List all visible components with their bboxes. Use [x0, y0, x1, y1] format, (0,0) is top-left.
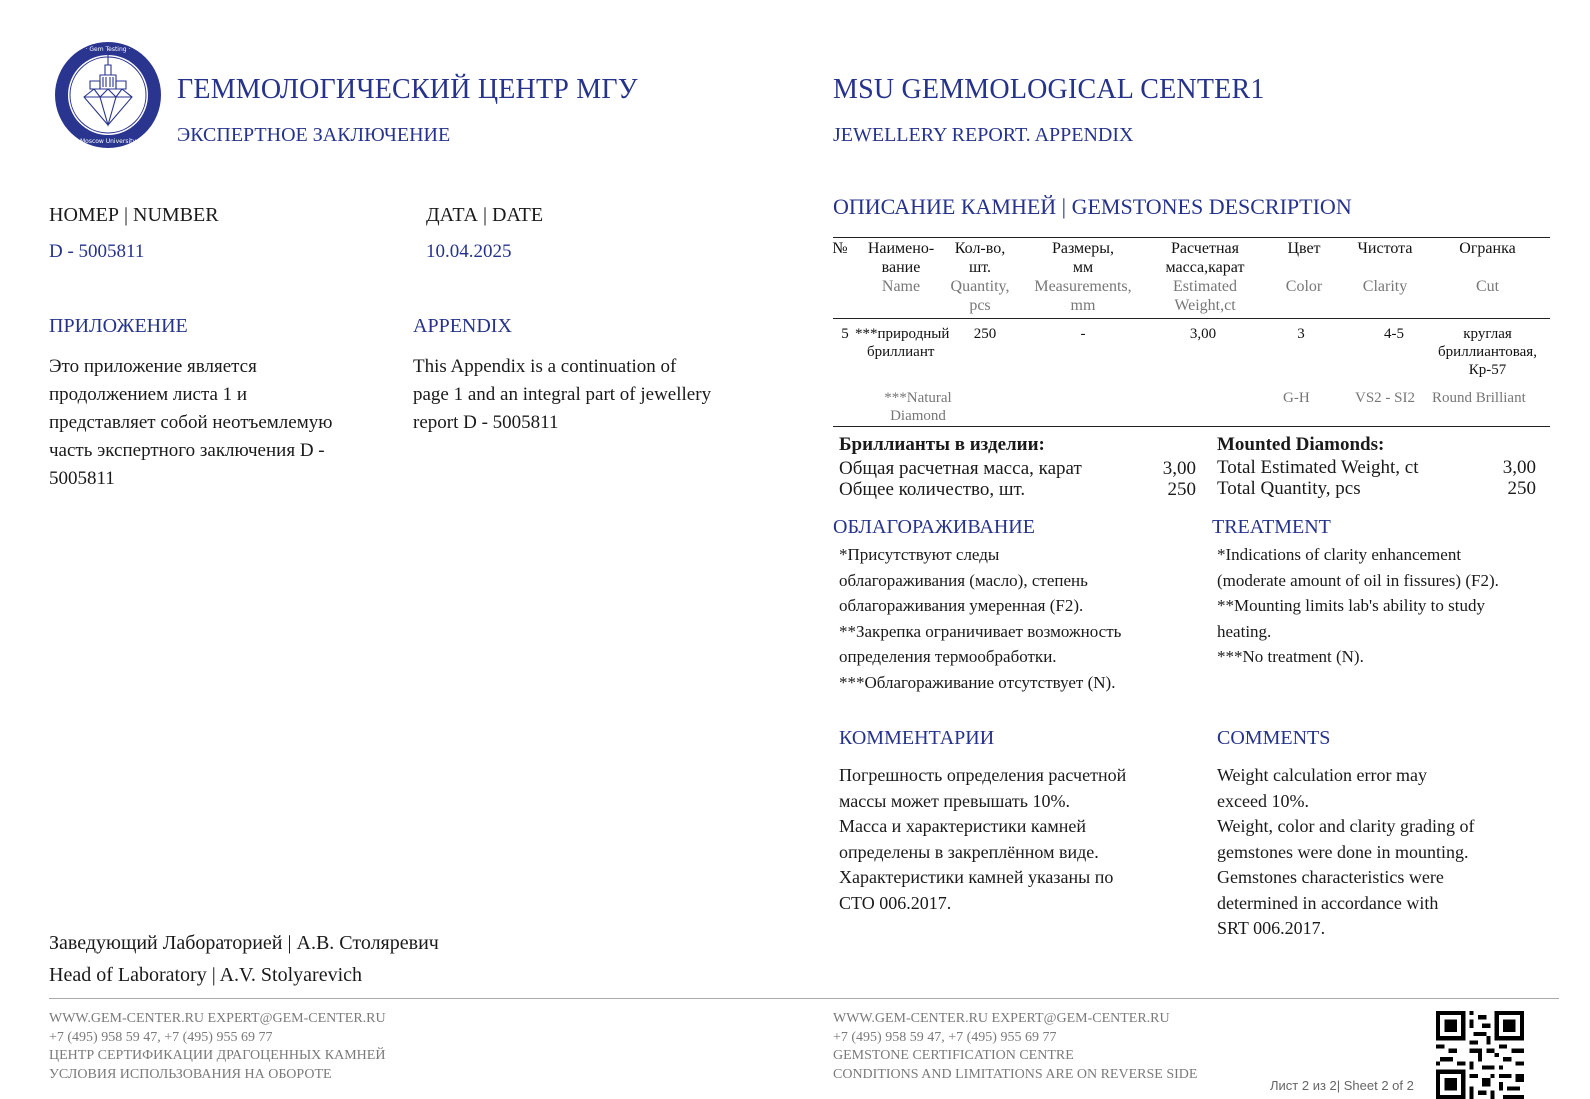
footer-left: WWW.GEM-CENTER.RU EXPERT@GEM-CENTER.RU +7 (495) 958 59 47, +7 (495) 955 69 77 ЦЕНТР СЕРТИФИКАЦИИ ДРАГОЦЕННЫХ КАМНЕЙ УСЛОВИЯ ИСПОЛЬЗОВАНИЯ НА ОБОРОТЕ — [49, 1011, 386, 1082]
summary-weight-label-en: Total Estimated Weight, ct — [1217, 457, 1419, 478]
signature-ru: Заведующий Лабораторией | А.В. Столяревич — [49, 932, 439, 954]
treatment-text-ru: *Присутствуют следы облагораживания (масло), степень облагораживания умеренная (F2). **Закрепка ограничивает возможность определения термообработки. ***Облагораживание отсутствует (N). — [839, 545, 1122, 692]
sheet-number: Лист 2 из 2| Sheet 2 of 2 — [1270, 1078, 1414, 1093]
col-header-name: Наимено- вание Name — [867, 240, 935, 295]
summary-qty-value-ru: 250 — [1167, 479, 1196, 500]
row-color: 3 — [1297, 326, 1305, 342]
svg-text:· Gem Testing ·: · Gem Testing · — [85, 46, 131, 53]
col-header-quantity: Кол-во, шт. Quantity, pcs — [950, 240, 1010, 314]
appendix-heading-ru: ПРИЛОЖЕНИЕ — [49, 315, 188, 337]
footer-right: WWW.GEM-CENTER.RU EXPERT@GEM-CENTER.RU +7 (495) 958 59 47, +7 (495) 955 69 77 GEMSTONE CERTIFICATION CENTRE CONDITIONS AND LIMITATIONS ARE ON REVERSE SIDE — [833, 1011, 1198, 1082]
treatment-heading-ru: ОБЛАГОРАЖИВАНИЕ — [833, 516, 1035, 538]
col-header-color: Цвет Color — [1285, 240, 1323, 295]
col-header-clarity: Чистота Clarity — [1357, 240, 1413, 295]
report-date-label: ДАТА | DATE — [426, 204, 544, 226]
row-clarity-en: VS2 - SI2 — [1355, 390, 1416, 406]
table-bottom-rule — [833, 426, 1550, 427]
row-cut-en: Round Brilliant — [1432, 390, 1526, 406]
summary-weight-value-en: 3,00 — [1502, 457, 1536, 478]
table-header-rule — [833, 318, 1550, 319]
header-title-ru: ГЕММОЛОГИЧЕСКИЙ ЦЕНТР МГУ — [177, 74, 638, 105]
row-no: 5 — [841, 326, 849, 342]
table-top-rule — [833, 237, 1550, 238]
report-number-label: НОМЕР | NUMBER — [49, 204, 219, 226]
svg-text:Moscow University: Moscow University — [79, 138, 137, 145]
appendix-text-ru: Это приложение является продолжением листа 1 и представляет собой неотъемлемую часть экспертного заключения D - 5005811 — [49, 356, 333, 489]
treatment-text-en: *Indications of clarity enhancement (moderate amount of oil in fissures) (F2). **Mounting limits lab's ability to study heating. ***No treatment (N). — [1217, 545, 1499, 666]
footer-divider — [49, 998, 1559, 999]
row-color-en: G-H — [1283, 390, 1310, 406]
report-number-value: D - 5005811 — [49, 241, 145, 262]
row-name-ru: ***природный бриллиант — [855, 326, 950, 360]
summary-heading-ru: Бриллианты в изделии: — [839, 434, 1045, 455]
summary-qty-value-en: 250 — [1507, 478, 1536, 499]
header-subtitle-en: JEWELLERY REPORT. APPENDIX — [833, 124, 1134, 146]
report-date-value: 10.04.2025 — [426, 241, 512, 262]
col-header-cut: Огранка Cut — [1459, 240, 1516, 295]
qr-code-icon — [1436, 1011, 1524, 1099]
row-measurements: - — [1080, 326, 1086, 342]
appendix-heading-en: APPENDIX — [413, 315, 512, 337]
comments-text-ru: Погрешность определения расчетной массы может превышать 10%. Масса и характеристики камней определены в закреплённом виде. Характеристики камней указаны по СТО 006.2017. — [839, 765, 1127, 913]
signature-en: Head of Laboratory | A.V. Stolyarevich — [49, 964, 362, 986]
summary-heading-en: Mounted Diamonds: — [1217, 434, 1385, 455]
row-quantity: 250 — [973, 326, 997, 342]
row-clarity: 4-5 — [1384, 326, 1404, 342]
row-name-en: ***Natural Diamond — [884, 390, 952, 424]
summary-weight-value-ru: 3,00 — [1162, 458, 1196, 479]
col-header-weight: Расчетная масса,карат Estimated Weight,ct — [1165, 240, 1245, 314]
row-cut-ru: круглая бриллиантовая, Кр-57 — [1438, 326, 1537, 378]
header-subtitle-ru: ЭКСПЕРТНОЕ ЗАКЛЮЧЕНИЕ — [177, 124, 451, 146]
appendix-text-en: This Appendix is a continuation of page 1 and an integral part of jewellery report D - 5005811 — [413, 356, 712, 433]
comments-text-en: Weight calculation error may exceed 10%. Weight, color and clarity grading of gemstones were done in mounting. Gemstones characteristics were determined in accordance with SRT 006.2017. — [1217, 765, 1475, 938]
header-title-en: MSU GEMMOLOGICAL CENTER1 — [833, 74, 1265, 105]
col-header-no: № — [832, 240, 848, 257]
col-header-measurements: Размеры, мм Measurements, mm — [1034, 240, 1132, 314]
comments-heading-en: COMMENTS — [1217, 727, 1331, 749]
comments-heading-ru: КОММЕНТАРИИ — [839, 727, 995, 749]
gemstones-heading: ОПИСАНИЕ КАМНЕЙ | GEMSTONES DESCRIPTION — [833, 194, 1352, 219]
summary-qty-label-en: Total Quantity, pcs — [1217, 478, 1361, 499]
treatment-heading-en: TREATMENT — [1212, 516, 1331, 538]
summary-qty-label-ru: Общее количество, шт. — [839, 479, 1026, 500]
row-weight: 3,00 — [1189, 326, 1217, 342]
msu-seal-logo-icon — [54, 41, 162, 149]
summary-weight-label-ru: Общая расчетная масса, карат — [839, 458, 1082, 479]
